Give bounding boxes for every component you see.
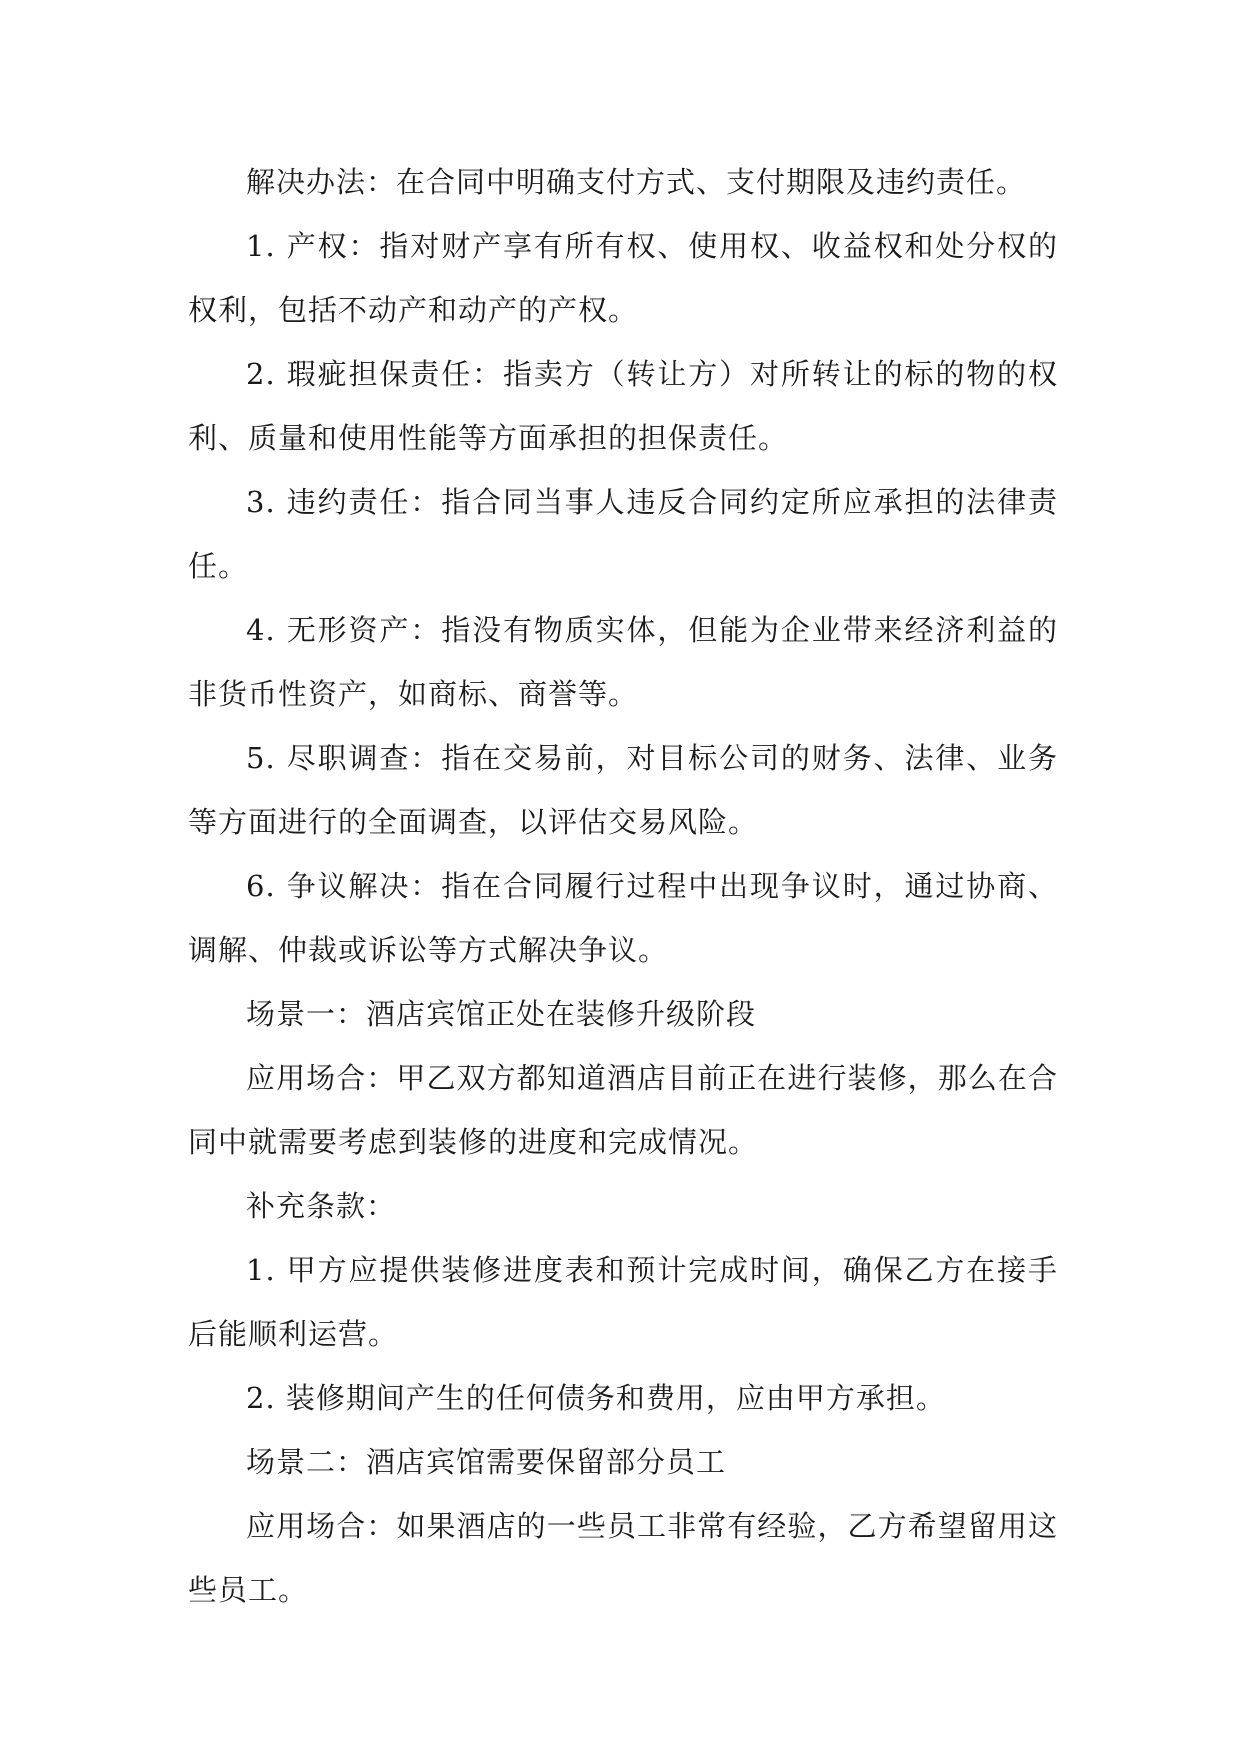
paragraph-term-defect-warranty: 2. 瑕疵担保责任：指卖方（转让方）对所转让的标的物的权利、质量和使用性能等方面承担的担保责任。: [188, 357, 1058, 455]
paragraph-scenario-one-application: 应用场合：甲乙双方都知道酒店目前正在进行装修，那么在合同中就需要考虑到装修的进度和完成情况。: [188, 1061, 1058, 1159]
paragraph-clause-2: 2. 装修期间产生的任何债务和费用，应由甲方承担。: [246, 1381, 946, 1415]
paragraph-resolution: 解决办法：在合同中明确支付方式、支付期限及违约责任。: [246, 165, 1027, 199]
paragraph-term-dispute-resolution: 6. 争议解决：指在合同履行过程中出现争议时，通过协商、调解、仲裁或诉讼等方式解决争议。: [188, 869, 1058, 967]
paragraph-term-breach-liability: 3. 违约责任：指合同当事人违反合同约定所应承担的法律责任。: [188, 485, 1058, 583]
paragraph-supplementary-clauses-heading: 补充条款：: [246, 1189, 397, 1223]
paragraph-clause-1: 1. 甲方应提供装修进度表和预计完成时间，确保乙方在接手后能顺利运营。: [188, 1253, 1058, 1351]
paragraph-scenario-two-application: 应用场合：如果酒店的一些员工非常有经验，乙方希望留用这些员工。: [188, 1509, 1058, 1607]
paragraph-term-property-rights: 1. 产权：指对财产享有所有权、使用权、收益权和处分权的权利，包括不动产和动产的产权。: [188, 229, 1058, 327]
paragraph-term-intangible-assets: 4. 无形资产：指没有物质实体，但能为企业带来经济利益的非货币性资产，如商标、商誉等。: [188, 613, 1058, 711]
paragraph-scenario-one-heading: 场景一：酒店宾馆正处在装修升级阶段: [246, 997, 757, 1031]
paragraph-term-due-diligence: 5. 尽职调查：指在交易前，对目标公司的财务、法律、业务等方面进行的全面调查，以评估交易风险。: [188, 741, 1058, 839]
paragraph-scenario-two-heading: 场景二：酒店宾馆需要保留部分员工: [246, 1445, 727, 1479]
document-body: [188, 150, 1058, 1622]
